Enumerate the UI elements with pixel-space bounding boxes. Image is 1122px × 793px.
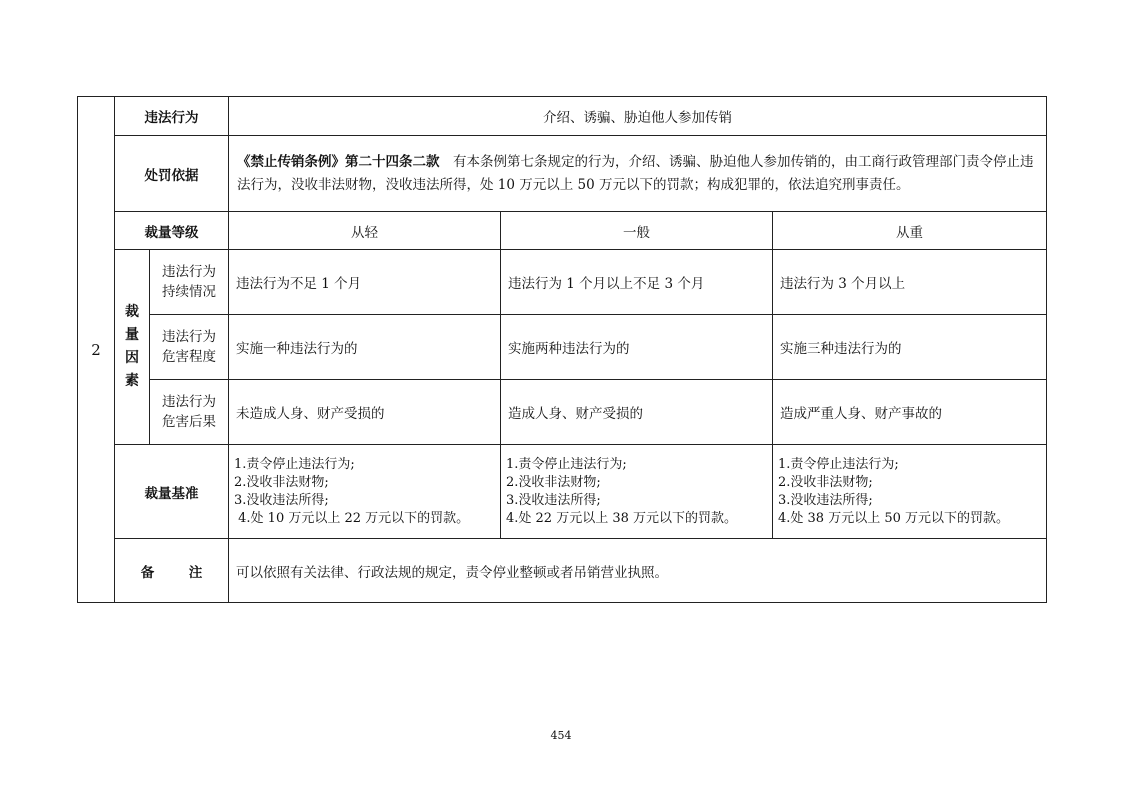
remarks-label-char: 注 [188,564,203,581]
factor-cell: 违法行为 3 个月以上 [773,250,1047,315]
penalty-basis-row [78,136,1047,212]
discretion-factors-label [115,250,150,445]
discretion-level-label: 裁量等级 [115,212,229,250]
factor-label-char: 素 [125,373,139,389]
discretion-level-row [78,212,1047,250]
standard-line: 2.没收非法财物; [778,474,873,490]
remarks-value: 可以依照有关法律、行政法规的规定，责令停业整顿或者吊销营业执照。 [229,539,1047,603]
factor-consequence-label [150,380,229,445]
factor-label-line: 违法行为 [162,329,216,345]
factor-duration-label [150,250,229,315]
standard-line: 2.没收非法财物; [506,474,601,490]
standard-line: 3.没收违法所得; [506,492,601,508]
discretion-standard-label: 裁量基准 [115,445,229,539]
row-number: 2 [78,97,115,603]
factor-cell: 造成人身、财产受损的 [501,380,773,445]
standard-cell-lenient [229,445,501,539]
factor-row-duration [78,250,1047,315]
factor-row-severity [78,315,1047,380]
factor-severity-label [150,315,229,380]
factor-cell: 实施一种违法行为的 [229,315,501,380]
remarks-label-char: 备 [140,564,155,581]
factor-label-line: 危害后果 [162,414,216,430]
violation-label: 违法行为 [115,97,229,136]
factor-cell: 未造成人身、财产受损的 [229,380,501,445]
discretion-standard-row [78,445,1047,539]
factor-label-char: 裁 [125,304,139,320]
standard-line: 4.处 10 万元以上 22 万元以下的罚款。 [234,510,470,526]
factor-label-line: 违法行为 [162,394,216,410]
standard-line: 2.没收非法财物; [234,474,329,490]
factor-label-line: 违法行为 [162,264,216,280]
penalty-basis-label: 处罚依据 [115,136,229,212]
standard-line: 4.处 38 万元以上 50 万元以下的罚款。 [778,510,1010,526]
violation-row [78,97,1047,136]
standard-line: 1.责令停止违法行为; [778,456,899,472]
standard-line: 4.处 22 万元以上 38 万元以下的罚款。 [506,510,738,526]
standard-line: 3.没收违法所得; [234,492,329,508]
page-number: 454 [550,729,572,742]
remarks-row [78,539,1047,603]
factor-cell: 违法行为不足 1 个月 [229,250,501,315]
factor-label-char: 量 [125,327,139,343]
discretion-table [77,96,1047,603]
violation-value: 介绍、诱骗、胁迫他人参加传销 [229,97,1047,136]
standard-line: 1.责令停止违法行为; [506,456,627,472]
standard-cell-general [501,445,773,539]
factor-cell: 实施三种违法行为的 [773,315,1047,380]
factor-cell: 造成严重人身、财产事故的 [773,380,1047,445]
factor-row-consequence [78,380,1047,445]
factor-label-char: 因 [125,350,139,366]
factor-cell: 违法行为 1 个月以上不足 3 个月 [501,250,773,315]
standard-line: 3.没收违法所得; [778,492,873,508]
penalty-basis-body: 有本条例第七条规定的行为，介绍、诱骗、胁迫他人参加传销的，由工商行政管理部门责令停止违法行为，没收非法财物，没收违法所得，处 10 万元以上 50 万元以下的罚款；构成犯罪的，依法追究刑事责任。 [237,153,1034,193]
remarks-label [115,539,229,603]
standard-cell-severe [773,445,1047,539]
factor-label-line: 持续情况 [162,284,216,300]
level-severe: 从重 [773,212,1047,250]
factor-cell: 实施两种违法行为的 [501,315,773,380]
level-lenient: 从轻 [229,212,501,250]
penalty-basis-title: 《禁止传销条例》第二十四条二款 [237,153,440,170]
level-general: 一般 [501,212,773,250]
penalty-basis-text [229,136,1047,212]
factor-label-line: 危害程度 [162,349,216,365]
standard-line: 1.责令停止违法行为; [234,456,355,472]
